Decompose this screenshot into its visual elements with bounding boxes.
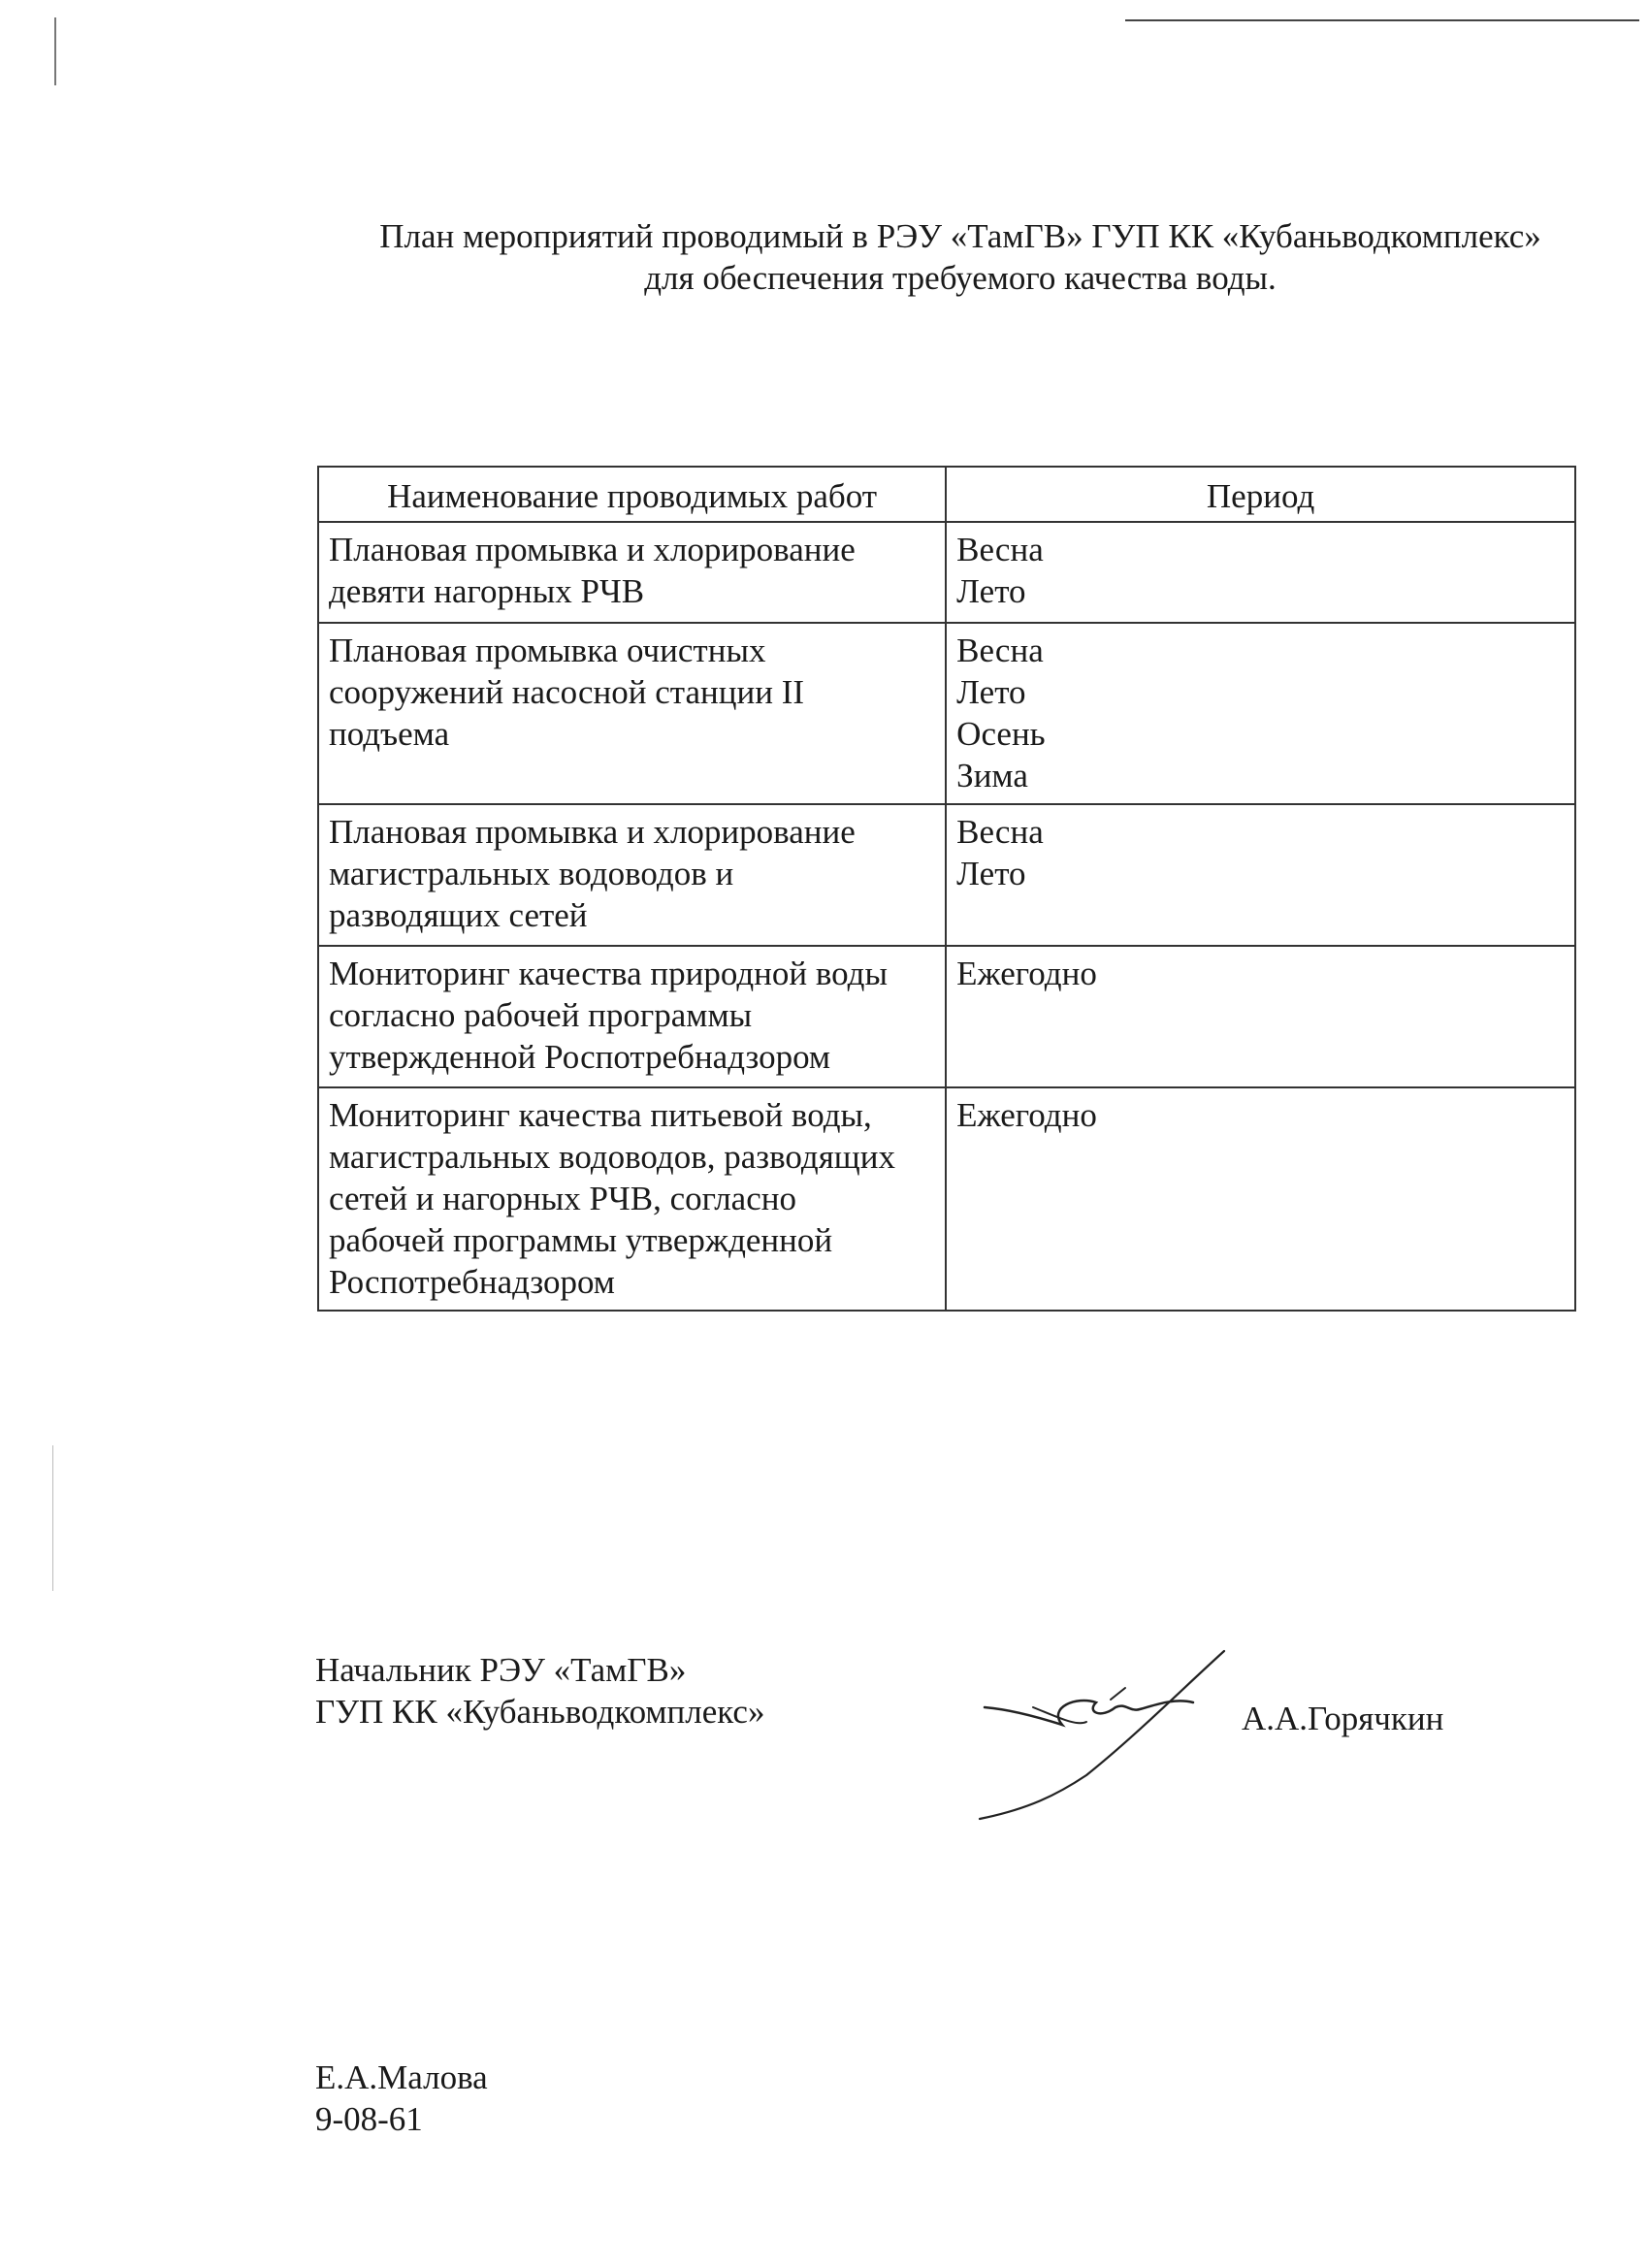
table-row: [318, 623, 1575, 804]
period-item: Лето: [956, 673, 1026, 711]
period-cell: [946, 946, 1575, 1087]
period-item: Весна: [956, 813, 1044, 851]
table-header-row: [318, 467, 1575, 522]
signatory-name: А.А.Горячкин: [1242, 1700, 1444, 1737]
position-line-2: ГУП КК «Кубаньводкомплекс»: [315, 1693, 765, 1731]
period-cell: [946, 623, 1575, 804]
header-period: Период: [946, 467, 1575, 522]
period-item: Зима: [956, 757, 1028, 794]
executor-phone: 9-08-61: [315, 2100, 423, 2138]
period-item: Осень: [956, 715, 1046, 753]
scan-artifact-line: [1125, 19, 1639, 21]
period-cell: [946, 522, 1575, 623]
header-work: Наименование проводимых работ: [318, 467, 946, 522]
work-cell: Плановая промывка и хлорирование девяти нагорных РЧВ: [318, 522, 946, 623]
document-title: [291, 215, 1630, 299]
table-row: [318, 522, 1575, 623]
title-line-1: План мероприятий проводимый в РЭУ «ТамГВ» ГУП КК «Кубаньводкомплекс»: [379, 217, 1541, 255]
work-cell: Плановая промывка и хлорирование магистральных водоводов и разводящих сетей: [318, 804, 946, 946]
position-line-1: Начальник РЭУ «ТамГВ»: [315, 1651, 687, 1689]
executor-name: Е.А.Малова: [315, 2058, 488, 2096]
period-item: Лето: [956, 572, 1026, 610]
title-line-2: для обеспечения требуемого качества воды.: [644, 259, 1277, 297]
table-row: [318, 804, 1575, 946]
period-cell: [946, 804, 1575, 946]
plan-table: [317, 466, 1576, 1312]
period-item: Ежегодно: [956, 955, 1097, 992]
period-item: Ежегодно: [956, 1096, 1097, 1134]
work-cell: Мониторинг качества питьевой воды, магистральных водоводов, разводящих сетей и нагорных РЧВ, согласно рабочей программы утвержденной Роспотребнадзором: [318, 1087, 946, 1311]
period-item: Весна: [956, 632, 1044, 669]
scan-artifact-edge: [52, 1445, 53, 1591]
handwritten-signature: [970, 1649, 1251, 1824]
table-row: [318, 946, 1575, 1087]
executor-block: [315, 2057, 488, 2140]
period-item: Лето: [956, 855, 1026, 892]
table-row: [318, 1087, 1575, 1311]
work-cell: Мониторинг качества природной воды согласно рабочей программы утвержденной Роспотребнадзором: [318, 946, 946, 1087]
scan-artifact-edge: [54, 17, 56, 85]
period-item: Весна: [956, 531, 1044, 568]
work-cell: Плановая промывка очистных сооружений насосной станции II подъема: [318, 623, 946, 804]
period-cell: [946, 1087, 1575, 1311]
signatory-position: [315, 1649, 764, 1733]
